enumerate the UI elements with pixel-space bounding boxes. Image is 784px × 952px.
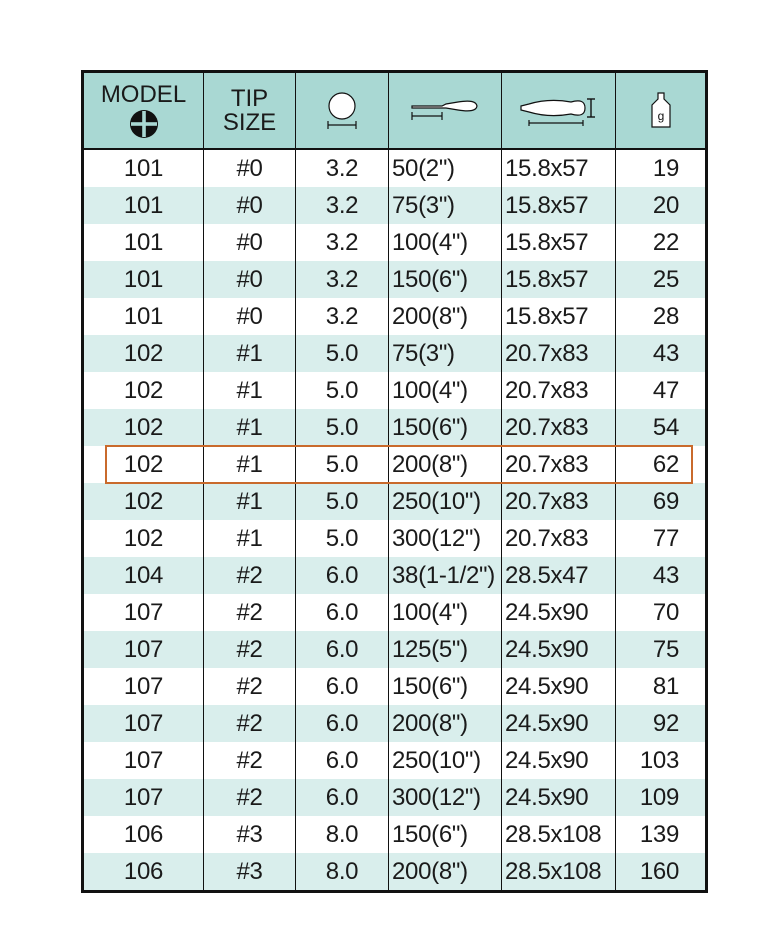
cell-handle-size: 15.8x57 bbox=[502, 149, 616, 187]
tip-size-line1: TIP bbox=[230, 84, 269, 112]
table-row bbox=[83, 705, 707, 742]
cell-handle-size: 15.8x57 bbox=[502, 298, 616, 335]
cell-tip-size: #3 bbox=[204, 816, 296, 853]
cell-tip-size: #2 bbox=[204, 705, 296, 742]
cell-blade-length: 100(4") bbox=[389, 224, 502, 261]
cell-diameter: 6.0 bbox=[296, 557, 389, 594]
cell-model: 107 bbox=[83, 742, 204, 779]
cell-diameter: 5.0 bbox=[296, 409, 389, 446]
header-weight bbox=[616, 72, 707, 150]
table-row bbox=[83, 594, 707, 631]
cell-handle-size: 24.5x90 bbox=[502, 631, 616, 668]
table-body bbox=[83, 149, 707, 892]
cell-diameter: 6.0 bbox=[296, 705, 389, 742]
cell-diameter: 6.0 bbox=[296, 668, 389, 705]
cell-weight: 160 bbox=[616, 853, 707, 892]
cell-blade-length: 200(8") bbox=[389, 853, 502, 892]
cell-tip-size: #2 bbox=[204, 779, 296, 816]
cell-weight: 139 bbox=[616, 816, 707, 853]
cell-handle-size: 24.5x90 bbox=[502, 779, 616, 816]
table-row bbox=[83, 816, 707, 853]
cell-model: 107 bbox=[83, 594, 204, 631]
cell-tip-size: #2 bbox=[204, 668, 296, 705]
cell-model: 102 bbox=[83, 520, 204, 557]
cell-diameter: 8.0 bbox=[296, 816, 389, 853]
cell-blade-length: 100(4") bbox=[389, 594, 502, 631]
cell-handle-size: 20.7x83 bbox=[502, 446, 616, 483]
table-row bbox=[83, 668, 707, 705]
cell-diameter: 5.0 bbox=[296, 446, 389, 483]
phillips-cross-icon bbox=[129, 109, 159, 139]
cell-diameter: 6.0 bbox=[296, 631, 389, 668]
cell-weight: 81 bbox=[616, 668, 707, 705]
table-row bbox=[83, 149, 707, 187]
cell-weight: 109 bbox=[616, 779, 707, 816]
header-row bbox=[83, 72, 707, 150]
cell-diameter: 3.2 bbox=[296, 187, 389, 224]
model-label: MODEL bbox=[100, 80, 187, 108]
table-row bbox=[83, 742, 707, 779]
cell-blade-length: 150(6") bbox=[389, 668, 502, 705]
cell-blade-length: 250(10") bbox=[389, 483, 502, 520]
table-row bbox=[83, 261, 707, 298]
cell-tip-size: #0 bbox=[204, 187, 296, 224]
cell-blade-length: 75(3") bbox=[389, 187, 502, 224]
cell-diameter: 5.0 bbox=[296, 372, 389, 409]
cell-model: 101 bbox=[83, 149, 204, 187]
cell-blade-length: 200(8") bbox=[389, 446, 502, 483]
cell-blade-length: 200(8") bbox=[389, 298, 502, 335]
cell-model: 101 bbox=[83, 224, 204, 261]
cell-blade-length: 300(12") bbox=[389, 779, 502, 816]
cell-blade-length: 250(10") bbox=[389, 742, 502, 779]
cell-weight: 70 bbox=[616, 594, 707, 631]
cell-diameter: 3.2 bbox=[296, 149, 389, 187]
table-row bbox=[83, 557, 707, 594]
cell-diameter: 5.0 bbox=[296, 483, 389, 520]
header-handle-size bbox=[502, 72, 616, 150]
cell-handle-size: 20.7x83 bbox=[502, 372, 616, 409]
blade-length-icon bbox=[410, 96, 480, 126]
handle-size-icon bbox=[519, 94, 599, 128]
table-row bbox=[83, 187, 707, 224]
cell-handle-size: 28.5x108 bbox=[502, 816, 616, 853]
cell-tip-size: #2 bbox=[204, 594, 296, 631]
cell-weight: 20 bbox=[616, 187, 707, 224]
table-header bbox=[83, 72, 707, 150]
cell-tip-size: #3 bbox=[204, 853, 296, 892]
cell-tip-size: #0 bbox=[204, 261, 296, 298]
cell-diameter: 3.2 bbox=[296, 261, 389, 298]
cell-weight: 19 bbox=[616, 149, 707, 187]
cell-tip-size: #0 bbox=[204, 149, 296, 187]
cell-weight: 75 bbox=[616, 631, 707, 668]
cell-blade-length: 150(6") bbox=[389, 409, 502, 446]
cell-handle-size: 24.5x90 bbox=[502, 594, 616, 631]
table-row bbox=[83, 446, 707, 483]
cell-handle-size: 15.8x57 bbox=[502, 187, 616, 224]
cell-handle-size: 24.5x90 bbox=[502, 668, 616, 705]
spec-table bbox=[81, 70, 708, 893]
cell-blade-length: 125(5") bbox=[389, 631, 502, 668]
cell-diameter: 6.0 bbox=[296, 594, 389, 631]
cell-model: 101 bbox=[83, 187, 204, 224]
cell-weight: 43 bbox=[616, 335, 707, 372]
cell-handle-size: 20.7x83 bbox=[502, 520, 616, 557]
cell-weight: 54 bbox=[616, 409, 707, 446]
cell-model: 106 bbox=[83, 853, 204, 892]
cell-weight: 28 bbox=[616, 298, 707, 335]
cell-model: 101 bbox=[83, 261, 204, 298]
weight-icon-text: g bbox=[657, 108, 664, 123]
cell-model: 107 bbox=[83, 631, 204, 668]
cell-diameter: 5.0 bbox=[296, 335, 389, 372]
cell-tip-size: #2 bbox=[204, 631, 296, 668]
cell-diameter: 5.0 bbox=[296, 520, 389, 557]
cell-diameter: 6.0 bbox=[296, 742, 389, 779]
cell-tip-size: #1 bbox=[204, 520, 296, 557]
header-tip-size bbox=[204, 72, 296, 150]
cell-model: 104 bbox=[83, 557, 204, 594]
table-row bbox=[83, 409, 707, 446]
cell-weight: 77 bbox=[616, 520, 707, 557]
tip-size-line2: SIZE bbox=[222, 108, 277, 136]
cell-weight: 92 bbox=[616, 705, 707, 742]
table-row bbox=[83, 779, 707, 816]
cell-tip-size: #1 bbox=[204, 335, 296, 372]
cell-diameter: 3.2 bbox=[296, 298, 389, 335]
cell-tip-size: #2 bbox=[204, 557, 296, 594]
cell-handle-size: 24.5x90 bbox=[502, 742, 616, 779]
cell-tip-size: #0 bbox=[204, 224, 296, 261]
cell-blade-length: 200(8") bbox=[389, 705, 502, 742]
cell-tip-size: #1 bbox=[204, 409, 296, 446]
cell-model: 106 bbox=[83, 816, 204, 853]
table-row bbox=[83, 853, 707, 892]
cell-model: 102 bbox=[83, 483, 204, 520]
table-row bbox=[83, 483, 707, 520]
cell-handle-size: 28.5x108 bbox=[502, 853, 616, 892]
weight-g-icon bbox=[648, 91, 674, 131]
cell-tip-size: #1 bbox=[204, 372, 296, 409]
cell-blade-length: 38(1-1/2") bbox=[389, 557, 502, 594]
cell-blade-length: 150(6") bbox=[389, 816, 502, 853]
cell-weight: 22 bbox=[616, 224, 707, 261]
cell-weight: 47 bbox=[616, 372, 707, 409]
table-row bbox=[83, 298, 707, 335]
cell-diameter: 3.2 bbox=[296, 224, 389, 261]
cell-tip-size: #0 bbox=[204, 298, 296, 335]
cell-weight: 69 bbox=[616, 483, 707, 520]
cell-handle-size: 15.8x57 bbox=[502, 224, 616, 261]
cell-blade-length: 300(12") bbox=[389, 520, 502, 557]
table-row bbox=[83, 224, 707, 261]
cell-blade-length: 75(3") bbox=[389, 335, 502, 372]
cell-handle-size: 20.7x83 bbox=[502, 409, 616, 446]
cell-model: 101 bbox=[83, 298, 204, 335]
cell-handle-size: 24.5x90 bbox=[502, 705, 616, 742]
shaft-diameter-icon bbox=[324, 91, 360, 131]
cell-diameter: 8.0 bbox=[296, 853, 389, 892]
cell-blade-length: 50(2") bbox=[389, 149, 502, 187]
header-model bbox=[83, 72, 204, 150]
cell-weight: 62 bbox=[616, 446, 707, 483]
cell-weight: 43 bbox=[616, 557, 707, 594]
table-row bbox=[83, 372, 707, 409]
cell-model: 102 bbox=[83, 335, 204, 372]
cell-handle-size: 20.7x83 bbox=[502, 335, 616, 372]
table-row bbox=[83, 335, 707, 372]
cell-model: 102 bbox=[83, 446, 204, 483]
cell-weight: 25 bbox=[616, 261, 707, 298]
header-diameter bbox=[296, 72, 389, 150]
header-blade-length bbox=[389, 72, 502, 150]
cell-model: 102 bbox=[83, 372, 204, 409]
cell-blade-length: 100(4") bbox=[389, 372, 502, 409]
cell-weight: 103 bbox=[616, 742, 707, 779]
table-row bbox=[83, 631, 707, 668]
cell-model: 107 bbox=[83, 668, 204, 705]
cell-model: 107 bbox=[83, 705, 204, 742]
cell-tip-size: #1 bbox=[204, 446, 296, 483]
cell-tip-size: #1 bbox=[204, 483, 296, 520]
cell-diameter: 6.0 bbox=[296, 779, 389, 816]
cell-handle-size: 28.5x47 bbox=[502, 557, 616, 594]
cell-blade-length: 150(6") bbox=[389, 261, 502, 298]
cell-model: 102 bbox=[83, 409, 204, 446]
cell-model: 107 bbox=[83, 779, 204, 816]
cell-tip-size: #2 bbox=[204, 742, 296, 779]
cell-handle-size: 15.8x57 bbox=[502, 261, 616, 298]
cell-handle-size: 20.7x83 bbox=[502, 483, 616, 520]
table-row bbox=[83, 520, 707, 557]
